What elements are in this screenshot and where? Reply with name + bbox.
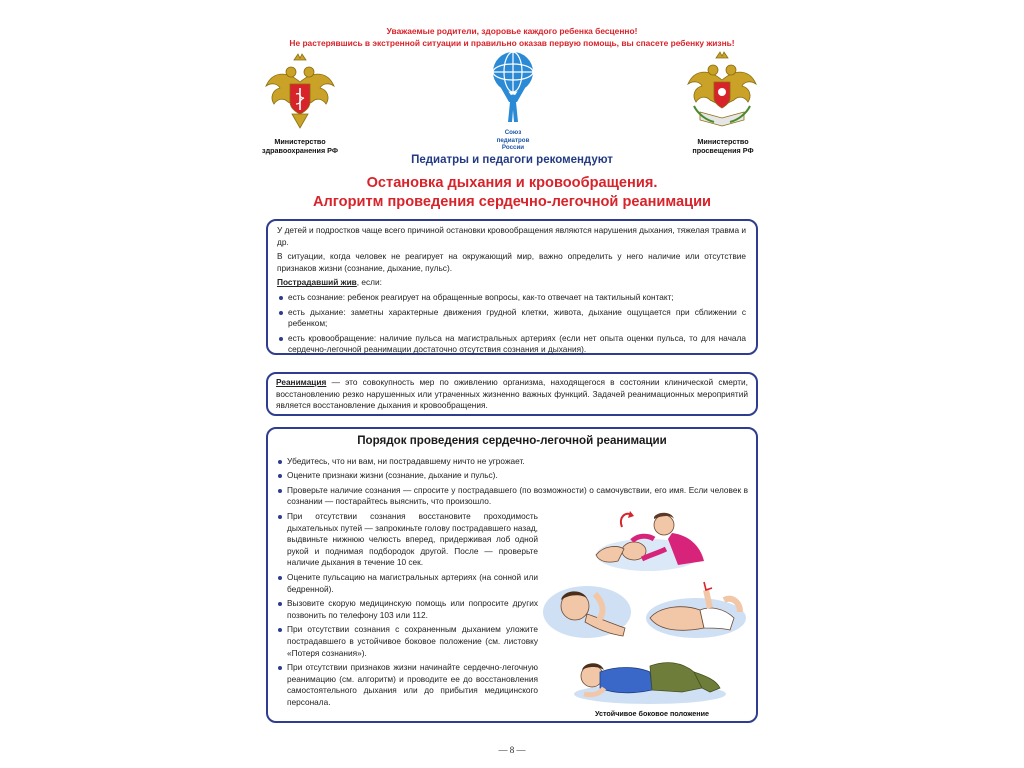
ministry-health-caption: Министерство здравоохранения РФ xyxy=(262,137,338,155)
intro-paragraph-1: У детей и подростков чаще всего причиной остановки кровообращения являются нарушения дыхания, тяжелая травма и др. xyxy=(277,225,746,247)
header-line-1: Уважаемые родители, здоровье каждого ребенка бесценно! xyxy=(386,26,638,36)
page-number: — 8 — xyxy=(498,745,526,755)
femoral-pulse-illustration xyxy=(640,578,750,647)
alive-criteria-list xyxy=(277,292,746,356)
list-item: При отсутствии сознания восстановите проходимость дыхательных путей — запрокиньте голову пострадавшего назад, выдвиньте нижнюю челюсть вперед, придерживая лоб одной рукой и поднимая подбородок другой. После — проверьте наличие дыхания в течение 10 сек. xyxy=(276,511,538,569)
ministry-health-emblem xyxy=(262,52,338,132)
pediatric-union-caption: Союз педиатров России xyxy=(496,129,530,152)
cpr-procedure-title: Порядок проведения сердечно-легочной реанимации xyxy=(357,434,667,447)
title-line-1: Остановка дыхания и кровообращения. xyxy=(366,175,658,191)
list-item: есть сознание: ребенок реагирует на обращенные вопросы, как-то отвечает на тактильный контакт; xyxy=(277,292,746,304)
list-item: есть дыхание: заметны характерные движения грудной клетки, живота, дыхание ощущается при сближении с ребенком; xyxy=(277,307,746,330)
list-item: Проверьте наличие сознания — спросите у пострадавшего (по возможности) о самочувствии, его имя. Если человек в сознании — постарайтесь выяснить, что произошло. xyxy=(276,485,748,508)
pulse-check-illustration xyxy=(541,578,633,647)
list-item: Оцените признаки жизни (сознание, дыхание и пульс). xyxy=(276,470,748,482)
pediatric-union-logo xyxy=(487,50,539,130)
ministry-education-emblem xyxy=(684,50,760,132)
info-box-reanimation-definition xyxy=(266,372,758,416)
reanimation-definition: Реанимация — это совокупность мер по оживлению организма, находящегося в состоянии клинической смерти, восстановлению резко нарушенных или утраченных жизненно важных функций. Задачей реанимационных мероприятий является восстановление дыхания и кровообращения. xyxy=(276,377,748,411)
header-appeal xyxy=(262,25,762,49)
list-item: Оцените пульсацию на магистральных артериях (на сонной или бедренной). xyxy=(276,572,538,595)
page-title xyxy=(262,174,762,212)
ministry-education-caption: Министерство просвещения РФ xyxy=(692,137,754,155)
list-item: есть кровообращение: наличие пульса на магистральных артериях (если нет опыта оценки пульса, то для начала сердечно-легочной реанимации достаточно отсутствия сознания и дыхания). xyxy=(277,333,746,356)
recovery-position-illustration xyxy=(570,648,730,711)
list-item: Убедитесь, что ни вам, ни пострадавшему ничто не угрожает. xyxy=(276,456,748,468)
title-line-2: Алгоритм проведения сердечно-легочной реанимации xyxy=(312,194,712,210)
list-item: При отсутствии признаков жизни начинайте сердечно-легочную реанимацию (см. алгоритм) и проводите ее до восстановления самостоятельного дыхания или до прибытия медицинского персонала. xyxy=(276,662,538,708)
list-item: При отсутствии сознания с сохраненным дыханием уложите пострадавшего в устойчивое боковое положение (см. листовку «Потеря сознания»). xyxy=(276,624,538,659)
recovery-position-caption: Устойчивое боковое положение xyxy=(594,709,710,718)
info-box-vital-signs xyxy=(266,219,758,355)
alive-criteria-heading: Пострадавший жив, если: xyxy=(277,277,382,288)
intro-paragraph-2: В ситуации, когда человек не реагирует на окружающий мир, важно определить у него наличие или отсутствие признаков жизни (сознание, дыхание, пульс). xyxy=(277,251,746,273)
header-line-2: Не растерявшись в экстренной ситуации и правильно оказав первую помощь, вы спасете ребенку жизнь! xyxy=(289,38,735,48)
recommendation-subtitle: Педиатры и педагоги рекомендуют xyxy=(411,154,613,166)
airway-opening-illustration xyxy=(588,505,708,580)
cpr-steps-list xyxy=(276,456,748,508)
list-item: Вызовите скорую медицинскую помощь или попросите других позвонить по телефону 103 или 112. xyxy=(276,598,538,621)
